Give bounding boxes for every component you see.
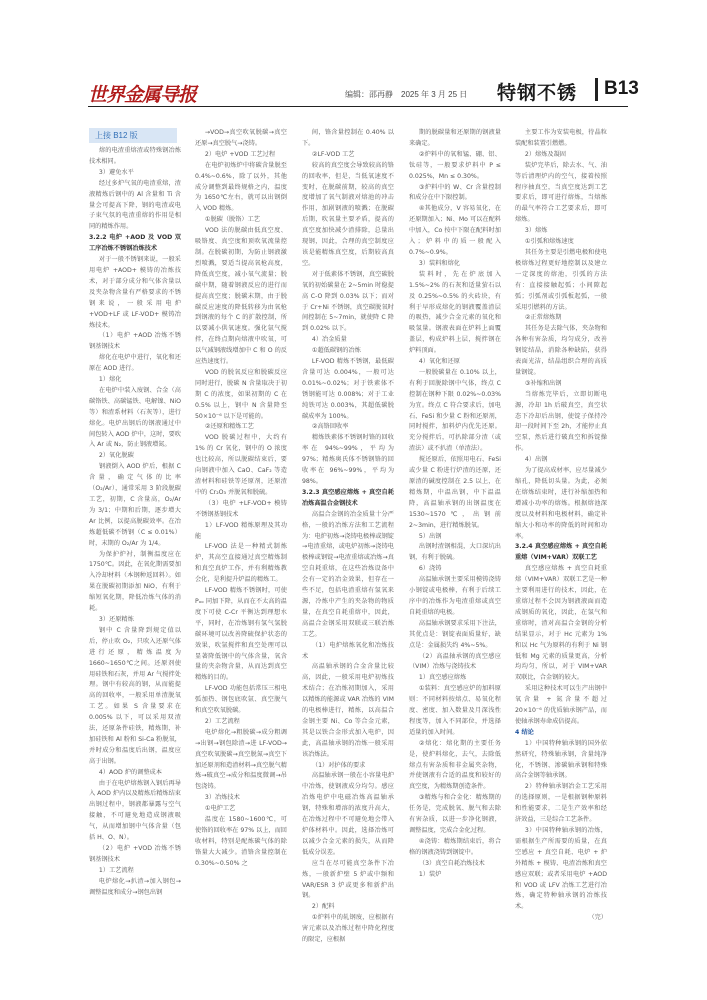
paragraph: （2）电炉 +VOD 冶炼不锈钢基钢技术 bbox=[89, 845, 181, 863]
paragraph: 2）氧化脱碳 bbox=[98, 452, 134, 460]
paragraph: →VOD→真空吹氧脱碳→真空还原→真空脱气→浇铸。 bbox=[195, 129, 287, 147]
paragraph: 1）装炉 bbox=[418, 870, 442, 878]
paragraph: 间，铬含量控制在 0.40% 以下。 bbox=[302, 129, 394, 147]
paragraph: LF-VOD 精炼不锈钢时，可使 Pₒₒ 同加下降，从而在不太高的温度下可使 C-Cr 平衡达到理想水平，同时，在冶炼钢有氢气氢脱碳环境可以改善降硫保护状态的效果，吹氩搅拌和真空处理可以显著降低钢中的气体含量，氧含量的夹杂物含量，从而达到真空精炼的目的。 bbox=[195, 587, 287, 682]
paragraph: 3）熔炼 bbox=[524, 227, 548, 235]
paragraph: ②LF-VOD 工艺 bbox=[311, 150, 355, 158]
paragraph: 电炉熔化→扒渣→加入钢包→调整温度和成分→钢包出钢 bbox=[89, 877, 181, 896]
paragraph: 3）避免水平 bbox=[98, 168, 134, 176]
paragraph: 装料时，先在炉底加入 1.5%~2% 的石灰和适量萤石以及 0.25%~0.5% 的火砖块，有利于早形成熔化的钢液覆盖渣层的吸热，减少合金元素的氧化和吸氢量。钢液表面在炉料上面覆盖层，构成炉料上层，搅拌钢在炉料顶面。 bbox=[409, 270, 501, 355]
paragraph: 期的脱碳量和还原期的钢液量来确定。 bbox=[409, 129, 501, 147]
paragraph: 在电炉初炼炉中将碳含量脱至 0.4%~0.6%，除了以外，其他成分调整到最终规格之内，温度为 1650℃左右，就可以出钢倒入 VOD 精炼。 bbox=[195, 161, 287, 213]
paragraph: 高温轴承钢要求采用下注法，其优点是：钢锭表面质量好，缺点是：金属损失约 4%~5%。 bbox=[409, 619, 501, 649]
paragraph: 高温轴承钢一般在小容量电炉中冶炼，使钢液成分均匀。感应冶炼电炉中电磁冶炼高温轴承钢，特殊和增溶的浓度升高大，在冶炼过程中不可避免地会带入炉体材料中。因此，选择冶炼可以减少合金元素的损失，从而降低成分误差。 bbox=[302, 772, 394, 856]
paragraph: 在电炉中装入废钢、合金（高碳铬铁、高碳锰铁、电解镍、NiO 等）和渣系材料（石灰等），进行熔化。电炉出钢后的钢液通过中间包转入 AOD 炉中，这时，要吹入 Ar 或 N₂，防止钢液增氮。 bbox=[89, 386, 181, 449]
paragraph: 1）真空感应熔炼 bbox=[418, 674, 467, 682]
paragraph: 高温轴承钢的合金含量比较高，因此，一般采用电炉初炼技术结合；在冶炼初期加入，采用以精炼的能源或 VAR 冶炼的 VIM 的电极棒进行，精炼，以高温合金钢主要 Ni、Co 等合金元素，其是以铁合金形式加入电炉，因此，高温轴承钢的冶炼一般采用该冶炼法。 bbox=[302, 663, 394, 758]
paragraph: 电炉熔化→粗脱碳→成分粗调→出钢→钢包除渣→进 LF-VOD→真空吹氧脱碳→真空脱氮→真空下加还原剂和造渣材料→真空脱气精炼→破真空→成分和温度微调→吊包浇铸。 bbox=[195, 728, 287, 791]
paragraph: （1）对护体的要求 bbox=[311, 761, 366, 769]
masthead bbox=[0, 0, 707, 110]
paragraph: （1）电炉 +AOD 冶炼不锈钢基钢技术 bbox=[89, 332, 181, 351]
paragraph: ②还原和精炼工艺 bbox=[204, 423, 254, 431]
paragraph: 为了提高成材率，应尽量减少缩孔，降低切头量。为此，必须在熔炼结束时，进行补缩加热和增减小功率的熔炼。根据熔池深度以及材料和电极材料，确定补缩大小和功率的降低的时间和功率。 bbox=[515, 467, 607, 540]
subheading: 3.2.2 电炉 +AOD 及 VOD 双工序冶炼不锈钢冶炼技术 bbox=[89, 234, 181, 253]
paragraph: ②熔化：熔化期的主要任务是，使炉料熔化，去气，去除低熔点有害杂质和非金属夹杂物，并使钢液有合适的温度和较好的真空度，为精炼期创造条件。 bbox=[409, 739, 501, 791]
section-title: 特钢不锈 bbox=[497, 82, 578, 104]
paragraph: 经过多炉气氧的电渣重熔，渣液精炼后钢中的 Al 含量和 Ti 含量会可提高下降，钢的电渣或电子束气氛的电渣重熔的作用是相同的精炼作用。 bbox=[89, 179, 181, 231]
paragraph: 采用这种技术可以生产出钢中氧含量 + 氮含量不超过 20×10⁻⁶ 的优质轴承钢产品，而使轴承钢寿命成倍提高。 bbox=[515, 685, 607, 725]
paragraph: LF-VOD 精炼不锈钢，最低碳含量可达 0.004%，一般可达 0.01%~0.02%；对于铁素体不锈钢能可达 0.008%；对于工业纯铁可达 0.003%，其超低碳脱碳成率为 100%。 bbox=[302, 358, 394, 420]
paragraph: VOD 脱碳过程中，大约有 1% 的 Cr 氧化，钢中的 O 浓度也比较高，所以脱碳结束后，要向钢液中加入 CaO、CaF₂ 等造渣材料和硅铁等还原剂，还原渣中的 Cr₂O₃ 并脱氧和脱硫。 bbox=[195, 434, 287, 496]
paragraph: 由于在电炉熔炼钢入钢后再导入 AOD 炉内以及精炼后精炼结束出钢过程中，钢液都暴露与空气接触，不可避免地造成钢液吸气，从而增加钢中气体含量（包括 H、O、N）。 bbox=[89, 779, 181, 842]
paragraph: LF-VOD 法是一种精式制炼炉，其高空直接通过真空精炼制和真空真炉工作，并有利精炼教会化，是利提升炉温的精炼工。 bbox=[195, 543, 287, 584]
article-end-mark: （完） bbox=[588, 914, 607, 922]
paragraph: 5）出钢 bbox=[418, 532, 442, 540]
paragraph: ③补缩和出钢 bbox=[524, 379, 562, 387]
section-divider bbox=[595, 78, 598, 101]
article-column-3 bbox=[302, 128, 394, 984]
paragraph: ①炉料中的轧钢废，应根据有害元素以及冶炼过程中降化程度的限定，应根据 bbox=[302, 914, 394, 944]
paragraph: ④其他成分，V 容易氧化，在还原期加入；Ni、Mo 可以在配料中加入，Co 按中下限在配料时加入；炉料中的质一般配入 0.7%~0.9%。 bbox=[409, 205, 501, 256]
paragraph: 钢液倒入 AOD 炉后，根据 C 含量，确定气体的比率（O₂/Ar），通常采用 3 阶段脱碳工艺，初期，C 含量高，O₂/Ar 为 3/1；中期和后期，逐步增大 Ar 比例，以提高脱碳效率。在冶炼超低碳不锈钢（C ≤ 0.01%）时，末期的 O₂/Ar 为 1/4。 bbox=[89, 463, 181, 547]
paragraph: 其任务主要是引燃电极和使电极熔炼过程更好地控制以及建立一定深度的熔池，引弧的方法有：直接接触起弧；小间隙起弧；引弧剂或引弧板起弧，一般采用引燃料的方法。 bbox=[515, 248, 607, 311]
paragraph: ③精炼与和合金化：精炼期的任务是，完成脱氧、脱气和去除有害杂质，以进一步净化钢液，调整温度，完成合金化过程。 bbox=[409, 794, 501, 834]
paragraph: ①引弧和熔炼速度 bbox=[524, 238, 574, 246]
paragraph: ④浇铸：精炼期结束后，将合格的钢液浇铸到钢锭中。 bbox=[409, 837, 501, 856]
paragraph: （3）电炉 +LF-VOD+ 模铸不锈钢基钢技术 bbox=[195, 499, 287, 518]
paragraph: 钢中 C 含量降到规定值以后，停止吹 O₂，只吹入还原气体进行还原，精炼温度为 1660~1650℃之间。还原剂使用硅铁和石灰，并用 Ar 气搅拌处理。钢中有较高的钢，从而能提高的回收率，一般采用单渣脱氧工艺。如果 S 含量要求在 0.005% 以下，可以采用双渣法，还原条件硅铁，精炼期，补加硅铁和 Al 粉和 Si-Ca 粉脱氧，并时成分和温度后出钢，温度应高于出钢。 bbox=[89, 626, 181, 765]
paragraph: 2）电炉 +VOD 工艺过程 bbox=[204, 150, 276, 158]
header-rule bbox=[88, 106, 628, 107]
paragraph: ②正常熔炼期 bbox=[524, 314, 562, 322]
paragraph: 4）氧化和还原 bbox=[418, 358, 460, 366]
paragraph: ②炉料中的氧和锰、硼、铝、钛硅等，一般要求炉料中 P ≤ 0.025%，Mn ≤ 0.30%。 bbox=[409, 150, 501, 180]
paragraph: 熔的电渣重熔渣或特殊钢冶炼技术相同。 bbox=[89, 147, 181, 165]
paragraph: ③炉料中的 W、Cr 含量控制和成分在中下限控制。 bbox=[409, 183, 501, 202]
paragraph: 3）还原精炼 bbox=[98, 615, 134, 623]
article-column-4 bbox=[409, 128, 501, 984]
paragraph: VOD 法的脱碳由低真空度、吸铬度、真空度和顶吹氧流量控制。在脱碳初期，为防止钢液激烈喷溅，要适当提高氧枪高度，降低真空度，减小氧气流量；脱碳中期，随着钢液反应的进行而提高真空度；脱碳末期，由于脱碳反应速度的降低转移为由氧枪到钢液的每个 C 的扩散控制，所以要减小供氧速度。强化氩气搅拌，在终点期向熔液中吹氧，可以气减钢液线增加中 C 和 O 的反应热速度行。 bbox=[195, 227, 287, 366]
paragraph: 3）装料和熔化 bbox=[418, 259, 460, 267]
newspaper-logo: 世界金属导报 bbox=[88, 84, 197, 106]
paragraph: 精炼铁素体不锈钢时铬的回收率在 94%~99%，平均为 97%；精炼奥氏体不锈钢铬的回收率在 96%~99%，平均为 98%。 bbox=[302, 434, 394, 485]
paragraph: 主要工作为安装电极，待晶粒装配和装置引燃燃。 bbox=[515, 129, 607, 147]
paragraph: 2）工艺流程 bbox=[204, 717, 240, 725]
article-column-1 bbox=[89, 146, 181, 984]
paragraph: 1）熔化 bbox=[98, 376, 122, 384]
paragraph: ①脱碳（脱铬）工艺 bbox=[204, 216, 260, 224]
page-number: B13 bbox=[604, 78, 639, 99]
paragraph: 2）熔炼及凝固 bbox=[524, 150, 566, 158]
paragraph: 高温轴承钢主要采用模铸浇铸小钢锭或电极棒，有利于后续工序中的冶炼作为电渣重熔或真空自耗重熔的电极。 bbox=[409, 576, 501, 616]
paragraph: VOD 的脱氧反应和脱碳反应同时进行，脱碳 N 含量取决于初期 C 的浓度，如果初期的 C 在 0.5% 以上，钢中 N 含量降至 50×10⁻⁶ 以下是可能的。 bbox=[195, 368, 287, 420]
paragraph: ②高铬回收率 bbox=[311, 423, 349, 431]
article-column-2 bbox=[195, 128, 287, 984]
paragraph: 1）中国特种轴承钢的国外依然研究，特殊轴承钢，含量纯净化，不锈钢、渗碳轴承钢和特殊高合金钢等轴承钢。 bbox=[515, 739, 607, 780]
paragraph: 4）冶金质量 bbox=[311, 336, 347, 344]
paragraph: 真空感应熔炼 + 真空自耗重熔（VIM+VAR）双联工艺是一种主要利用进行的技术，因此，在重熔过程不会因为钢液液面而造成钢质的氧化，因此，在氢气和重熔时，渣对高温合金钢的分析结果显示，对于 Hc 元素为 1% 和以 Hc 气为原料的有利于 Ni 钢低和 Mg 元素的质量更高，分析均均匀，所以，对于 VIM+VAR 双联比，合金钢的较大。 bbox=[515, 565, 607, 682]
paragraph: ①电炉工艺 bbox=[204, 805, 236, 813]
paragraph: 对于低素体不锈钢，真空碳脱氧的初始碳量在 2~5min 时稳提高 C-O 降到 0.03% 以下；而对于 Cr+Ni 不锈钢，真空碳脱氧时间控制在 5~7min，就使降 C 降到 0.02% 以下。 bbox=[302, 270, 394, 333]
paragraph: （2）高温轴承钢的真空感应（VIM）冶炼与浇铸技术 bbox=[409, 652, 501, 671]
paragraph: 搅还原后，依照用电石、FeSi 或少量 C 粉进行炉渣的还原，还原渣的碱度控制在 2.5 以上，在精炼期，中温出钢，中下温温降，高温轴承钢的出钢温度在 1530~1570℃，出钢前 2~3min，进行精炼脱氧。 bbox=[409, 456, 501, 529]
paragraph: 为保护炉衬，制衡温度应在 1750℃。因此，在氧化期需要加入冷却材料（本钢种返回料）。如果在脱碳初期添加 NiO，有利于缩短氧化期，降低冶炼气体的消耗。 bbox=[89, 550, 181, 613]
paragraph: LF-VOD 功能包括常压三相电弧加热、钢包底吹氩、真空脱气和真空吹氧脱碳。 bbox=[195, 685, 287, 715]
paragraph: 熔化在电炉中进行，氧化和还原在 AOD 进行。 bbox=[89, 354, 181, 373]
paragraph: 应当在尽可能真空条件下冶炼，一般新炉壁 5 炉或中频和 VAR/ESR 3 炉或更多和新炉出钢。 bbox=[302, 859, 394, 900]
continued-from-tag: 上接 B12 版 bbox=[89, 128, 177, 143]
paragraph: 4）AOD 炉的调整成本 bbox=[98, 768, 162, 776]
subheading: 3.2.3 真空感应熔炼 + 真空自耗冶炼高温合金钢技术 bbox=[302, 488, 394, 507]
paragraph: 出钢时渣钢相混，大口深坑出钢，有利于脱硫。 bbox=[409, 543, 501, 562]
paragraph: 1）工艺流程 bbox=[98, 866, 134, 874]
paragraph: 6）浇铸 bbox=[418, 565, 442, 573]
paragraph: （3）真空自耗冶炼技术 bbox=[418, 859, 485, 867]
paragraph: （1）电炉熔炼氧化和冶炼技术 bbox=[302, 641, 394, 660]
paragraph: 3）中国特种轴承钢的冶炼，需根据生产所需要的质量，在真空感应 + 真空自耗、电炉 + 炉外精炼 + 模铸、电渣冶炼和真空感应双联；或者采用电炉 +AOD 和 VOD 或 LFV 冶炼工艺进行冶炼，确定特种轴承钢的冶炼技术。 bbox=[515, 827, 607, 911]
paragraph: 1）LF-VOD 精炼原理及其功能 bbox=[195, 521, 287, 540]
paragraph: 一般脱碳量在 0.10% 以上，有利于回脱除钢中气体，终点 C 控制在钢种下限 0.02%~0.03% 为宜。终点 C 符合要求后，加电石、FeSi 和少量 C 粉和还原剂，同时搅拌，加料炉内优先还原。充分搅拌后，可扒除部分渣（或渣法）或不扒渣（单渣法）。 bbox=[409, 368, 501, 453]
paragraph: ①超低碳钢的冶炼 bbox=[311, 347, 361, 355]
editor-date-line: 编辑：邵再静 2025 年 3 月 25 日 bbox=[345, 90, 468, 99]
paragraph: 对于一般不锈钢来说，一般采用电炉 +AOD+ 模铸的冶炼技术，对于部分成分和气体含量以及夹杂物含量有严格要求的不锈钢来说，一般采用电炉 +VOD+LF 或 LF-VOD+ 模铸冶炼技术。 bbox=[89, 256, 181, 329]
paragraph: 2）配料 bbox=[311, 903, 335, 911]
paragraph: 装炉完毕后，除去水、气、油等后清理炉内的空气，接着按照程序抽真空，当真空度达到工艺要求后，即可进行熔炼，当熔炼的最气率符合工艺要求后，即可熔炼。 bbox=[515, 161, 607, 224]
paragraph: 3）冶炼技术 bbox=[204, 794, 240, 802]
paragraph: 高温合金钢的冶金质量十分严格，一般的冶炼方法和工艺流程为：电炉初炼→浇铸电极棒或钢锭→电渣重熔，或电炉初炼→浇铸电极棒或钢锭→电渣重熔或冶炼→真空自耗重熔，在这些冶炼设备中会有一定的冶金效果，但存在一些不足，包括电渣重熔有氢氧来源，冷炼中产生的夹杂物的物质量，在真空自耗重熔中，因此，高温合金钢采用双联或三联冶炼工艺。 bbox=[302, 510, 394, 638]
paragraph: 2）特种轴承钢冶金工艺采用的选择原则，一是根据钢种原料和性能要求，二是生产效率和经济效益，三是综合工艺条件。 bbox=[515, 783, 607, 824]
paragraph: ①装料：真空感应炉的加料原则：不同材料按熔点、易氧化程度、密度、加入数量及月深浅性程度等，加入不同部位，并选择适量的加入时间。 bbox=[409, 685, 501, 736]
subheading: 3.2.4 真空感应熔炼 + 真空自耗重熔（VIM+VAR）双联工艺 bbox=[515, 543, 607, 562]
article-column-5 bbox=[515, 128, 607, 984]
paragraph: 较高的真空度会导致较高的铬的回收率，但是，当低氧速度不变时，在脱碳前期，较高的真空度增加了氧气制液对熔池的冲击作用，加剧钢液的喷溅；在脱碳后期，吹氧量主要矛盾，提高的真空度加快减少渣排除，总量出现钢，因此，合理的真空制度应该是能精炼真空度，后期较高真空。 bbox=[302, 161, 394, 267]
paragraph: 4）出钢 bbox=[524, 456, 548, 464]
paragraph: 当熔炼完毕后，立即切断电源，冷却 1h 后破真空，真空状态下冷却后出钢，使锭子保持冷却一段时间下至 2h，才能停止真空泵，然后进行破真空和拆锭操作。 bbox=[515, 390, 607, 453]
subheading: 4 结论 bbox=[515, 728, 534, 736]
paragraph: 温度在 1580~1600℃，可使铬的回收率在 97% 以上，而回收材料，特别是配炼碳气体的除铬量大大减少。渣铬含量控制在 0.30%~0.50% 之 bbox=[195, 816, 287, 867]
paragraph: 其任务是去除气体，夹杂物和各种有害杂质，均匀成分，改善钢锭结晶，消除各种缺陷，获得表面光洁，结晶组织合理的高质量钢锭。 bbox=[515, 325, 607, 376]
